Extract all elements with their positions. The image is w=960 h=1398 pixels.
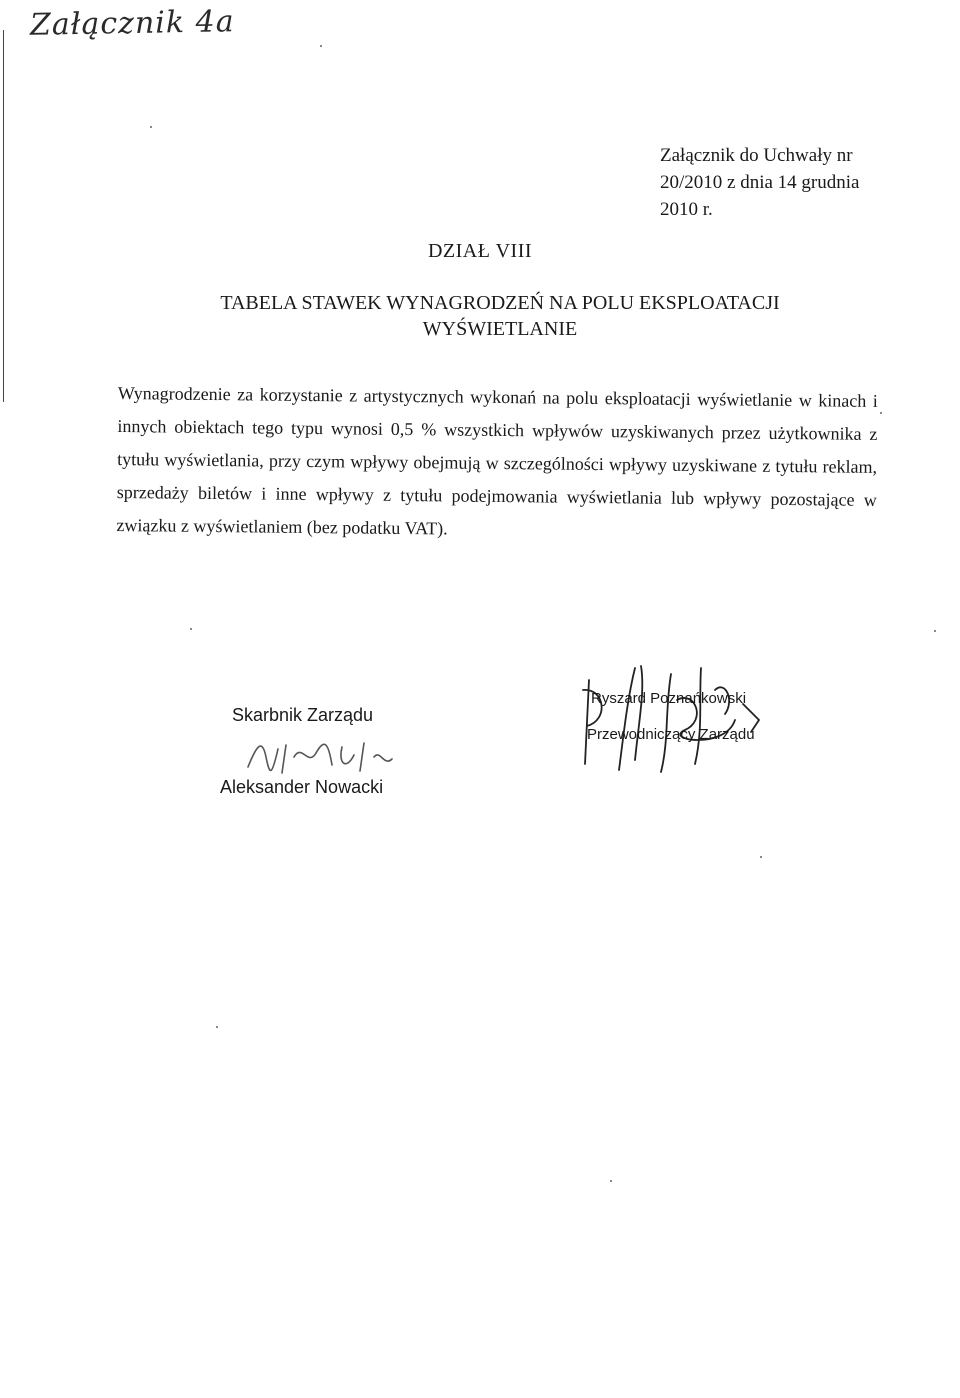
scan-speck (880, 412, 882, 414)
scan-speck (760, 856, 762, 858)
scan-speck (934, 630, 936, 632)
signature-role-treasurer: Skarbnik Zarządu (232, 705, 374, 725)
scan-speck (216, 1026, 218, 1028)
handwritten-signature-chairman (575, 660, 805, 780)
signature-role-chairman: Przewodniczący Zarządu (587, 726, 755, 743)
signature-name-treasurer: Aleksander Nowacki (220, 777, 384, 797)
table-title-line-1: TABELA STAWEK WYNAGRODZEŃ NA POLU EKSPLOATACJI (220, 292, 780, 314)
scan-speck (320, 45, 322, 47)
table-title-line-2: WYŚWIETLANIE (422, 318, 578, 340)
annex-line-2: 20/2010 z dnia 14 grudnia (660, 172, 860, 193)
table-title (0, 290, 960, 342)
margin-rule (3, 30, 4, 402)
signature-block-chairman (575, 660, 835, 780)
section-title: DZIAŁ VIII (427, 240, 533, 262)
annex-reference (660, 142, 890, 223)
signature-name-chairman: Ryszard Poznańkowski (591, 690, 747, 707)
scan-speck (190, 628, 192, 630)
annex-line-1: Załącznik do Uchwały nr (660, 145, 853, 166)
handwritten-signature-treasurer (242, 727, 412, 783)
annex-line-3: 2010 r. (660, 199, 713, 220)
scan-speck (150, 126, 152, 128)
body-paragraph: Wynagrodzenie za korzystanie z artystycznych wykonań na polu eksploatacji wyświetlanie w kinach i innych obiektach tego typu wynosi 0,5 % wszystkich wpływów uzyskiwanych przez użytkownika z tytułu wyświetlania, przy czym wpływy obejmują w szczególności wpływy uzyskiwane z tytułu reklam, sprzedaży biletów i inne wpływy z tytułu podejmowania wyświetlania lub wpływy pozostające w związku z wyświetlaniem (bez podatku VAT). (116, 382, 878, 539)
scan-speck (610, 1180, 612, 1182)
handwritten-annex-note: Załącznik 4a (29, 4, 235, 43)
